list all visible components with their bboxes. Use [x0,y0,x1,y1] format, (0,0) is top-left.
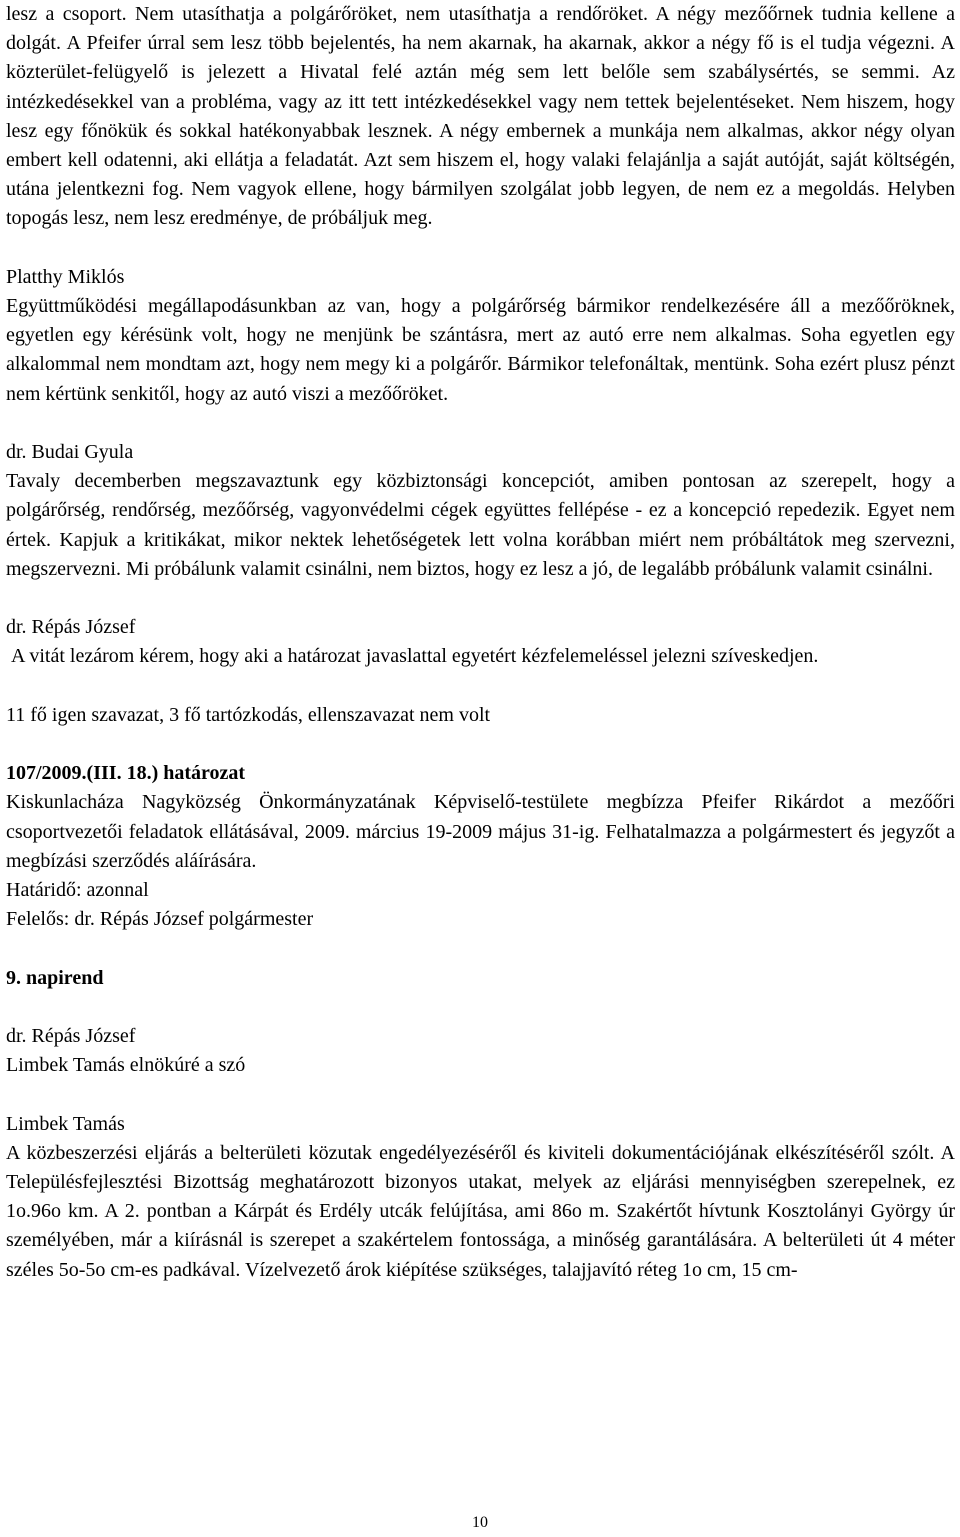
spacer [6,234,955,263]
resolution-text: Kiskunlacháza Nagyközség Önkormányzatának Képviselő-testülete megbízza Pfeifer Rikárdot a mezőőri csoportvezetői feladatok ellátásával, 2009. március 19-2009 május 31-ig. Felhatalmazza a polgármestert és jegyzőt a megbízási szerződés aláírására. [6,791,955,872]
agenda-item-heading: 9. napirend [6,966,104,989]
spacer [6,730,955,759]
speaker-name-repas-2: dr. Répás József [6,1025,136,1047]
paragraph-budai: Tavaly decemberben megszavaztunk egy közbiztonsági koncepciót, amiben pontosan az szerepelt, hogy a polgárőrség, rendőrség, mezőőrség, vagyonvédelmi cégek együttes fellépése - ez a koncepció repedezik. Egyet nem értek. Kapjuk a kritikákat, mikor nektek lehetőségetek lett volna korábban miért nem próbáltátok meg szervezni, megszervezni. Mi próbálunk valamit csinálni, nem biztos, hogy ez lesz a jó, de legalább próbálunk valamit csinálni. [6,470,955,580]
spacer [6,993,955,1022]
resolution-deadline: Határidő: azonnal [6,879,149,902]
paragraph-intro: lesz a csoport. Nem utasíthatja a polgárőröket, nem utasíthatja a rendőröket. A négy mezőőrnek tudnia kellene a dolgát. A Pfeifer úrral sem lesz több bejelentés, ha nem akarnak, ha akarnak, akkor a négy fő is el tudja végezni. A közterület-felügyelő is jelezett a Hivatal felé aztán még sem lett belőle sem szabálysértés, se semmi. Az intézkedésekkel van a probléma, vagy az itt tett intézkedésekkel vagy nem tettek bejelentéseket. Nem hiszem, hogy lesz egy főnökük és sokkal hatékonyabbak lesznek. A négy embernek a munkája nem alkalmas, akkor négy olyan embert kell odatenni, aki ellátja a feladatát. Azt sem hiszem el, hogy valaki felajánlja a saját autóját, saját költségén, utána jelentkezni fog. Nem vagyok ellene, hogy bármilyen szolgálat jobb legyen, de nem ez a megoldás. Helyben topogás lesz, nem lesz eredménye, de próbáljuk meg. [6,3,955,230]
paragraph-repas: A vitát lezárom kérem, hogy aki a határozat javaslattal egyetért kézfelemeléssel jelezni szíveskedjen. [6,645,819,668]
speaker-name-budai: dr. Budai Gyula [6,441,134,464]
resolution-number: 107/2009.(III. 18.) határozat [6,762,246,785]
paragraph-limbek: A közbeszerzési eljárás a belterületi közutak engedélyezéséről és kiviteli dokumentációjának elkészítéséről szólt. A Településfejlesztési Bizottság meghatározott bizonyos utakat, melyek az eljárási mennyiségben szerepelnek, ez 1o.96o km. A 2. pontban a Kárpát és Erdély utcák felújítása, ami 86o m. Szakértőt hívtunk Kosztolányi György úr személyében, már a kiírásnál is szerepet a szakértelem fontossága, a minőség garantálására. A belterületi út 4 méter széles 5o-5o cm-es padkával. Vízelvezető árok kiépítése szükséges, talajjavító réteg 1o cm, 15 cm- [6,1141,955,1281]
speaker-name-platthy: Platthy Miklós [6,265,125,288]
page-number: 10 [472,1514,488,1531]
document-page [6,0,955,1285]
speaker-name-repas: dr. Répás József [6,616,136,639]
spacer [6,934,955,963]
paragraph-platthy: Együttműködési megállapodásunkban az van, hogy a polgárőrség bármikor rendelkezésére áll a mezőőröknek, egyetlen egy kérésünk volt, hogy ne menjünk be szántásra, mert az autó erre nem alkalmas. Soha egyetlen egy alkalommal nem mondtam azt, hogy nem megy ki a polgárőr. Bármikor telefonáltak, mentünk. Soha ezért plusz pénzt nem kértünk senkitől, hogy az autó viszi a mezőőröket. [6,295,955,405]
spacer [6,672,955,701]
resolution-responsible: Felelős: dr. Répás József polgármester [6,908,314,931]
spacer [6,409,955,438]
spacer [6,1080,955,1109]
speaker-name-limbek: Limbek Tamás [6,1112,125,1135]
spacer [6,584,955,613]
floor-to-limbek: Limbek Tamás elnökúré a szó [6,1054,246,1077]
vote-result: 11 fő igen szavazat, 3 fő tartózkodás, ellenszavazat nem volt [6,703,491,726]
